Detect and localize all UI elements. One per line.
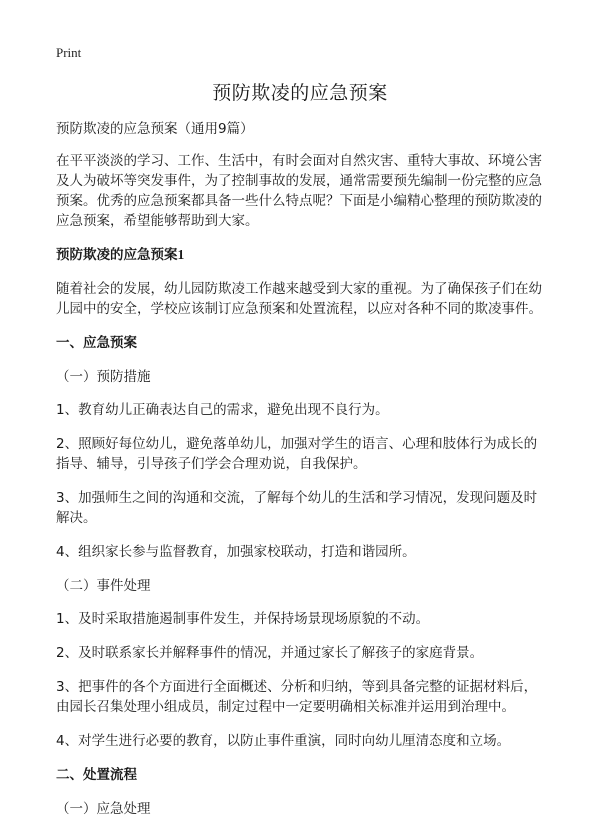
list-item: 1、教育幼儿正确表达自己的需求，避免出现不良行为。 bbox=[56, 402, 389, 418]
part-heading: 一、应急预案 bbox=[56, 335, 137, 351]
list-item: 1、及时采取措施遏制事件发生，并保持场景现场原貌的不动。 bbox=[56, 611, 430, 627]
part-heading: 二、处置流程 bbox=[56, 767, 137, 783]
section-heading bbox=[56, 245, 548, 265]
list-item: 2、照顾好每位幼儿，避免落单幼儿，加强对学生的语言、心理和肢体行为成长的指导、辅导，引导孩子们学会合理劝说，自我保护。 bbox=[56, 436, 538, 472]
print-link[interactable]: Print bbox=[56, 45, 82, 60]
list-item: 4、组织家长参与监督教育，加强家校联动，打造和谐园所。 bbox=[56, 544, 416, 560]
list-item: 2、及时联系家长并解释事件的情况，并通过家长了解孩子的家庭背景。 bbox=[56, 645, 484, 661]
section-heading-number: 1 bbox=[177, 247, 185, 262]
document-body bbox=[56, 119, 548, 832]
list-item: 3、加强师生之间的沟通和交流，了解每个幼儿的生活和学习情况，发现问题及时解决。 bbox=[56, 490, 538, 526]
list-item: 3、把事件的各个方面进行全面概述、分析和归纳，等到具备完整的证据材料后，由园长召集处理小组成员，制定过程中一定要明确相关标准并运用到治理中。 bbox=[56, 679, 538, 715]
document-subtitle: 预防欺凌的应急预案（通用9篇） bbox=[56, 121, 254, 137]
section-intro-paragraph: 随着社会的发展，幼儿园防欺凌工作越来越受到大家的重视。为了确保孩子们在幼儿园中的安全，学校应该制订应急预案和处置流程，以应对各种不同的欺凌事件。 bbox=[56, 281, 542, 317]
subsection-heading: （二）事件处理 bbox=[56, 578, 151, 594]
list-item: 4、对学生进行必要的教育，以防止事件重演，同时向幼儿厘清态度和立场。 bbox=[56, 733, 511, 749]
subsection-heading: （一）应急处理 bbox=[56, 801, 151, 817]
section-heading-text: 预防欺凌的应急预案 bbox=[56, 247, 178, 263]
subsection-heading: （一）预防措施 bbox=[56, 369, 151, 385]
page-title: 预防欺凌的应急预案 bbox=[212, 82, 388, 104]
intro-paragraph: 在平平淡淡的学习、工作、生活中，有时会面对自然灾害、重特大事故、环境公害及人为破坏等突发事件，为了控制事故的发展，通常需要预先编制一份完整的应急预案。优秀的应急预案都具备一些什么特点呢？下面是小编精心整理的预防欺凌的应急预案，希望能够帮助到大家。 bbox=[56, 153, 542, 229]
